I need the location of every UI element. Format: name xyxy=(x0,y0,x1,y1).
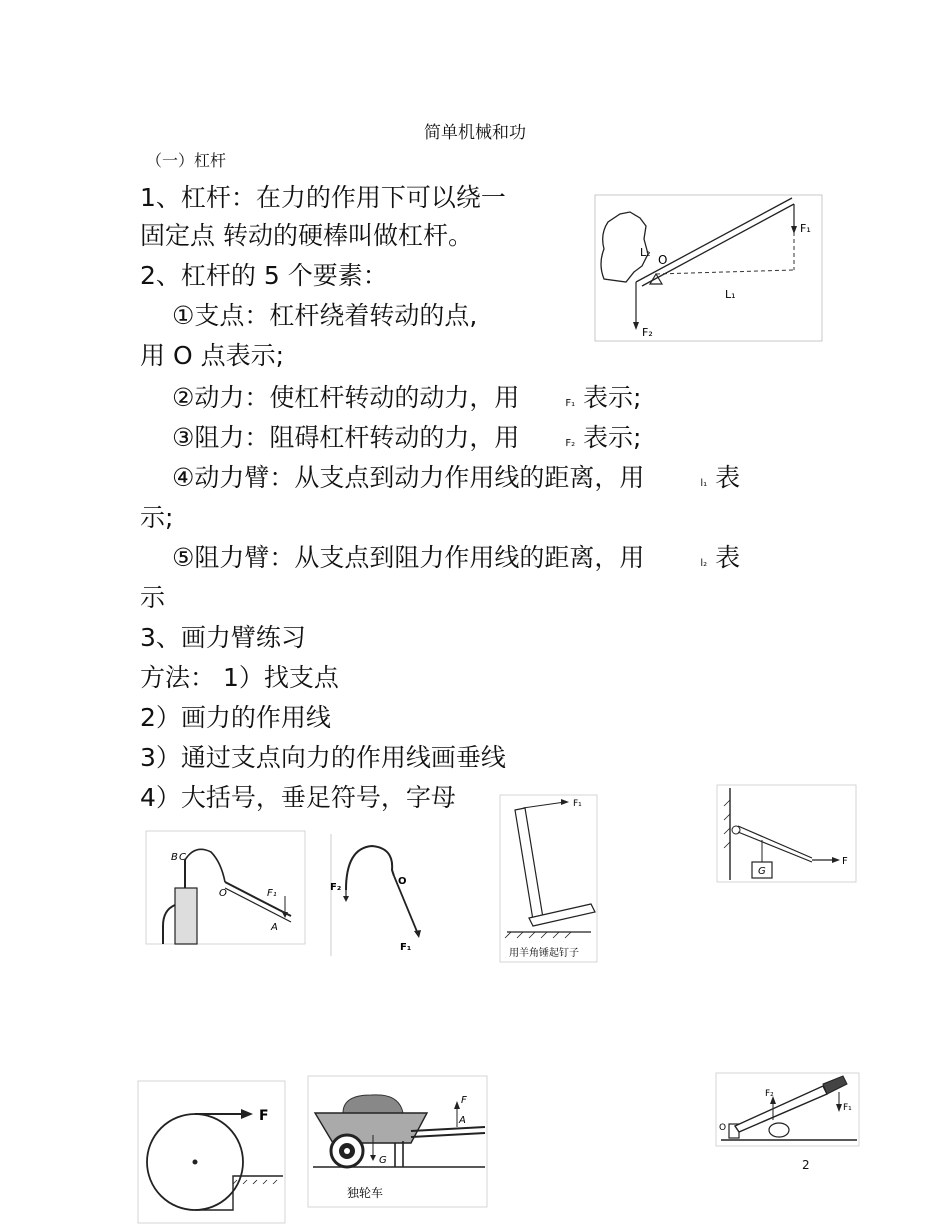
element-fulcrum: ①支点：杠杆绕着转动的点, xyxy=(172,301,478,330)
main-lever-figure xyxy=(594,194,824,344)
hammer-f1-label: F₁ xyxy=(573,799,582,809)
wheelbarrow-caption: 独轮车 xyxy=(347,1186,384,1200)
section-heading: （一）杠杆 xyxy=(146,151,227,170)
element-effort-arm xyxy=(172,462,740,500)
hook-lever-figure xyxy=(328,830,428,960)
method-step-1: 方法： 1）找支点 xyxy=(140,663,339,692)
cutter-o-label: O xyxy=(719,1123,727,1133)
page-title: 简单机械和功 xyxy=(424,123,526,143)
elements-heading: 2、杠杆的 5 个要素： xyxy=(140,261,388,290)
element-resistance-arm xyxy=(172,542,740,580)
hook-o-label: O xyxy=(398,876,407,887)
main-lever-f1-label: F₁ xyxy=(800,222,811,235)
pump-o-label: O xyxy=(219,888,227,899)
wall-lever-g-label: G xyxy=(758,866,766,877)
pump-a-label: A xyxy=(271,922,278,933)
element-resistance-text: ③阻力：阻碍杠杆转动的力，用 xyxy=(172,423,520,452)
symbol-l2: l₂ xyxy=(700,558,708,569)
main-lever-o-label: O xyxy=(658,253,668,267)
element-fulcrum-cont: 用 O 点表示; xyxy=(140,341,284,370)
main-lever-l1-label: L₁ xyxy=(725,288,736,301)
wall-lever-f-label: F xyxy=(842,856,848,867)
cutter-f1-label: F₁ xyxy=(843,1103,852,1113)
element-effort-arm-cont: 示; xyxy=(140,503,174,532)
hook-f2-label: F₂ xyxy=(330,882,342,893)
element-effort-force xyxy=(172,382,641,420)
element-effort-arm-suffix: 表 xyxy=(715,463,741,492)
method-step-3: 3）通过支点向力的作用线画垂线 xyxy=(140,743,506,772)
method-step-4: 4）大括号，垂足符号，字母 xyxy=(140,783,456,812)
wheelbarrow-g-label: G xyxy=(379,1155,387,1166)
wall-lever-figure xyxy=(716,784,858,884)
page-number: 2 xyxy=(802,1158,810,1172)
main-lever-f2-label: F₂ xyxy=(642,326,653,339)
element-resistance-force xyxy=(172,422,641,460)
pump-lever-figure xyxy=(145,830,307,946)
wheelbarrow-f-label: F xyxy=(461,1095,467,1106)
symbol-l1: l₁ xyxy=(700,478,708,489)
cutter-f2-label: F₂ xyxy=(765,1089,774,1099)
definition-line-2: 固定点 转动的硬棒叫做杠杆。 xyxy=(140,221,473,250)
practice-heading: 3、画力臂练习 xyxy=(140,623,306,652)
cutter-lever-figure xyxy=(715,1072,861,1148)
pump-f1-label: F₁ xyxy=(267,888,277,899)
element-effort-arm-text: ④动力臂：从支点到动力作用线的距离，用 xyxy=(172,463,645,492)
main-lever-l2-label: L₂ xyxy=(640,246,651,259)
wheelbarrow-figure xyxy=(307,1075,489,1210)
hammer-caption: 用羊角锤起钉子 xyxy=(509,948,579,959)
hammer-lever-figure xyxy=(499,794,599,964)
pump-b-label: B xyxy=(171,852,178,863)
element-resistance-arm-text: ⑤阻力臂：从支点到阻力作用线的距离，用 xyxy=(172,543,645,572)
element-resistance-suffix: 表示; xyxy=(583,423,642,452)
method-step-2: 2）画力的作用线 xyxy=(140,703,331,732)
element-effort-text: ②动力：使杠杆转动的动力，用 xyxy=(172,383,520,412)
pump-c-label: C xyxy=(179,852,186,863)
symbol-f1: F₁ xyxy=(565,398,576,409)
element-effort-suffix: 表示; xyxy=(583,383,642,412)
wheelbarrow-a-label: A xyxy=(459,1115,466,1126)
element-resistance-arm-suffix: 表 xyxy=(715,543,741,572)
element-resistance-arm-cont: 示 xyxy=(140,583,166,612)
hook-f1-label: F₁ xyxy=(400,942,412,953)
symbol-f2: F₂ xyxy=(565,438,576,449)
wheel-step-figure xyxy=(137,1080,287,1225)
wheel-f-label: F xyxy=(259,1108,269,1124)
definition-line-1: 1、杠杆：在力的作用下可以绕一 xyxy=(140,183,506,212)
